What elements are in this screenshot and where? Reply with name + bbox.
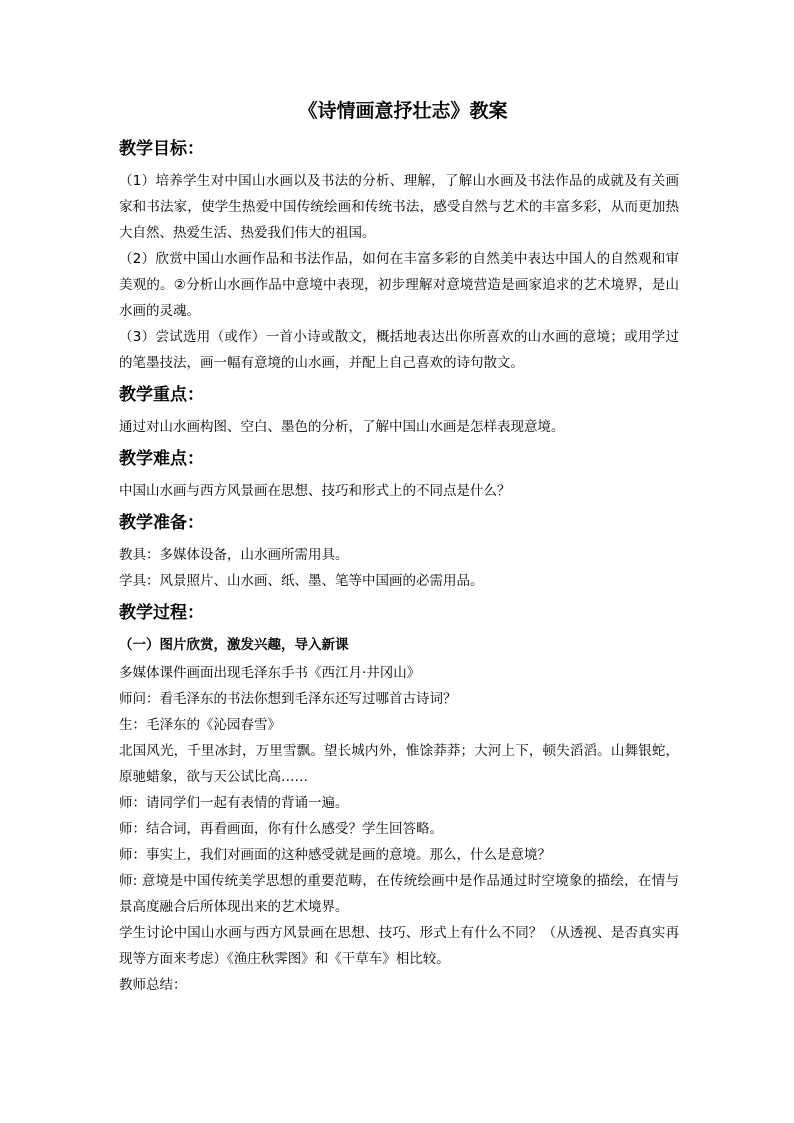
difficulties-text: 中国山水画与西方风景画在思想、技巧和形式上的不同点是什么？ xyxy=(119,483,511,499)
objectives-heading: 教学目标： xyxy=(119,139,204,159)
process-section xyxy=(119,600,679,998)
key-points-section xyxy=(119,382,679,440)
process-line: 生：毛泽东的《沁园春雪》 xyxy=(119,717,281,733)
process-line: 多媒体课件画面出现毛泽东手书《西江月·井冈山》 xyxy=(119,665,421,681)
preparation-heading: 教学准备： xyxy=(119,513,204,533)
objectives-section xyxy=(119,136,679,376)
key-points-text: 通过对山水画构图、空白、墨色的分析，了解中国山水画是怎样表现意境。 xyxy=(119,419,565,435)
process-line: 教师总结： xyxy=(119,977,187,993)
objective-item-3: （3）尝试选用（或作）一首小诗或散文，概括地表达出你所喜欢的山水画的意境；或用学过的笔墨技法，画一幅有意境的山水画，并配上自己喜欢的诗句散文。 xyxy=(119,329,679,371)
process-line: 师问：看毛泽东的书法你想到毛泽东还写过哪首古诗词？ xyxy=(119,691,457,707)
preparation-section xyxy=(119,510,679,594)
process-line: 师: 意境是中国传统美学思想的重要范畴，在传统绘画中是作品通过时空境象的描绘，在情与景高度融合后所体现出来的艺术境界。 xyxy=(119,873,679,915)
process-step1-heading: （一）图片欣赏，激发兴趣，导入新课 xyxy=(119,637,349,653)
difficulties-section xyxy=(119,446,679,504)
process-line: 学生讨论中国山水画与西方风景画在思想、技巧、形式上有什么不同？（从透视、是否真实再现等方面来考虑）《渔庄秋霁图》和《干草车》相比较。 xyxy=(119,925,679,967)
document-title: 《诗情画意抒壮志》教案 xyxy=(298,100,508,122)
process-heading: 教学过程： xyxy=(119,603,204,623)
difficulties-heading: 教学难点： xyxy=(119,449,204,469)
process-line: 师：请同学们一起有表情的背诵一遍。 xyxy=(119,795,349,811)
objective-item-2: （2）欣赏中国山水画作品和书法作品，如何在丰富多彩的自然美中表达中国人的自然观和审美观的。②分析山水画作品中意境中表现，初步理解对意境营造是画家追求的艺术境界，是山水画的灵魂。 xyxy=(119,251,679,319)
document-body xyxy=(119,96,679,1002)
student-tools-text: 学具：风景照片、山水画、纸、墨、笔等中国画的必需用品。 xyxy=(119,573,484,589)
objective-item-1: （1）培养学生对中国山水画以及书法的分析、理解，了解山水画及书法作品的成就及有关画家和书法家，使学生热爱中国传统绘画和传统书法，感受自然与艺术的丰富多彩，从而更加热大自然、热爱生活、热爱我们伟大的祖国。 xyxy=(119,173,679,241)
process-line: 师：事实上，我们对画面的这种感受就是画的意境。那么，什么是意境？ xyxy=(119,847,551,863)
process-line: 北国风光，千里冰封，万里雪飘。望长城内外，惟馀莽莽；大河上下，顿失滔滔。山舞银蛇，原驰蜡象，欲与天公试比高…… xyxy=(119,743,679,785)
process-line: 师：结合词，再看画面，你有什么感受？学生回答略。 xyxy=(119,821,443,837)
teacher-tools-text: 教具：多媒体设备，山水画所需用具。 xyxy=(119,547,349,563)
key-points-heading: 教学重点： xyxy=(119,385,204,405)
